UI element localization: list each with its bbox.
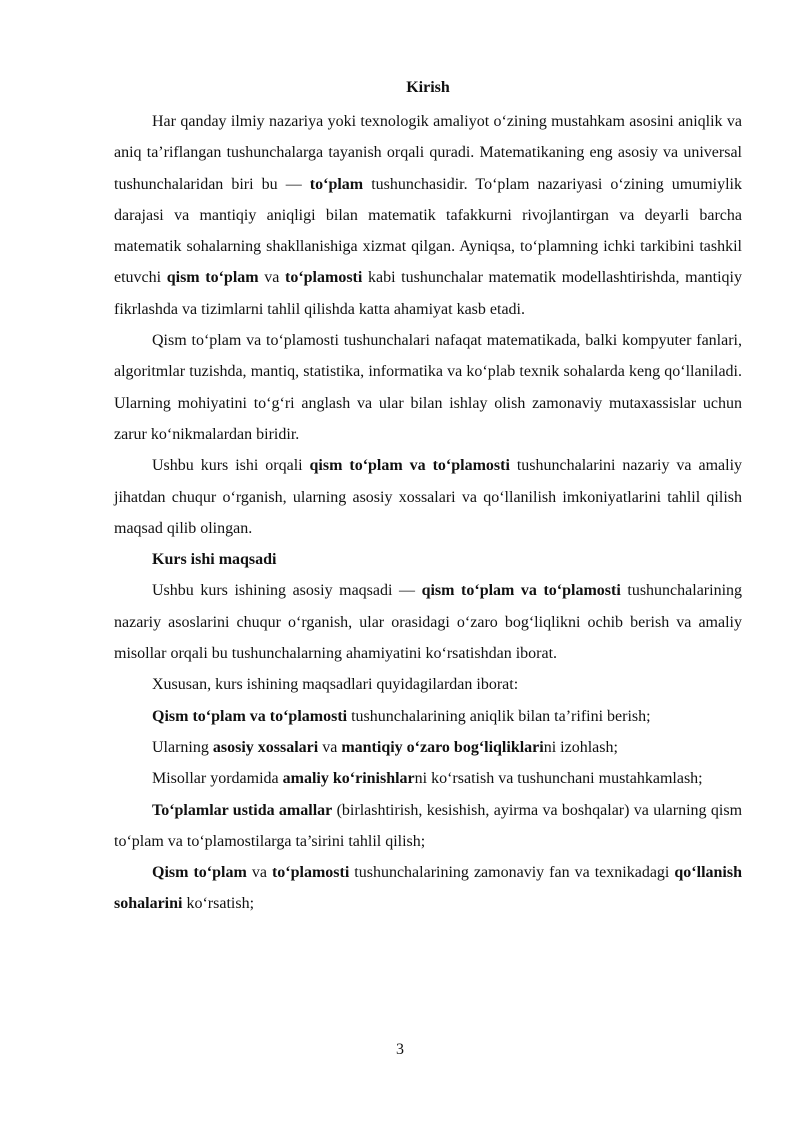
paragraph [114,857,742,920]
text-run: Misollar yordamida [152,770,283,788]
text-run: va [258,269,285,287]
bold-term: To‘plamlar ustida amallar [152,801,333,819]
bold-term: mantiqiy o‘zaro bog‘liqliklari [341,738,544,756]
bold-term: Qism to‘plam va to‘plamosti [152,707,348,725]
document-page [114,74,742,920]
bold-term: qism to‘plam [166,269,259,287]
page-number: 3 [396,1041,404,1058]
text-run: tushunchalarining aniqlik bilan ta’rifini berish; [347,707,651,725]
bold-term: qism to‘plam va to‘plamosti [309,457,510,475]
document-title: Kirish [406,79,450,96]
bold-term: to‘plamosti [285,269,363,287]
text-run: (birlashtirish, kesishish, ayirma va boshqalar) va ularning qism to‘plam va to‘plamostilarga ta’sirini tahlil qilish; [114,801,743,850]
bold-term: qo‘llanish sohalarini [114,864,742,913]
paragraph [114,701,742,732]
paragraph [114,575,742,669]
paragraph [114,325,742,450]
text-run: Xususan, kurs ishining maqsadlari quyidagilardan iborat: [152,676,519,694]
bold-term: asosiy xossalari [212,738,319,756]
text-run: ni ko‘rsatish va tushunchani mustahkamlash; [414,770,703,788]
text-run: tushunchalarining zamonaviy fan va texnikadagi [349,864,675,882]
text-run: kabi tushunchalar matematik modellashtirishda, mantiqiy fikrlashda va tizimlarni tahlil qilishda katta ahamiyat kasb etadi. [114,269,742,318]
document-body [114,106,742,920]
paragraph [114,450,742,544]
bold-term: qism to‘plam va to‘plamosti [421,582,621,600]
bold-term: to‘plamosti [271,864,350,882]
paragraph [114,106,742,325]
text-run: va [246,864,272,882]
text-run: Ularning [152,738,213,756]
paragraph [114,669,742,700]
bold-term: Qism to‘plam [152,864,247,882]
text-run: Ushbu kurs ishi orqali [152,457,310,475]
text-run: Har qanday ilmiy nazariya yoki texnologik amaliyot o‘zining mustahkam asosini aniqlik va aniq ta’riflangan tushunchalarga tayanish orqali quradi. Matematikaning eng asosiy va universal tushunchalaridan biri bu — [114,113,742,193]
paragraph [114,763,742,794]
text-run: Kurs ishi maqsadi [152,551,277,569]
text-run: va [318,738,342,756]
text-run: tushunchalarini nazariy va amaliy jihatdan chuqur o‘rganish, ularning asosiy xossalari va qo‘llanilish imkoniyatlarini tahlil qilish maqsad qilib olingan. [114,457,743,537]
bold-term: amaliy ko‘rinishlar [282,770,415,788]
bold-term: to‘plam [309,175,364,193]
text-run: tushunchasidir. To‘plam nazariyasi o‘zining umumiylik darajasi va mantiqiy aniqligi bilan matematik tafakkurni rivojlantirgan va deyarli barcha matematik sohalarning shakllanishiga xizmat qilgan. Ayniqsa, to‘plamning ichki tarkibini tashkil etuvchi [114,175,742,287]
text-run: tushunchalarining nazariy asoslarini chuqur o‘rganish, ular orasidagi o‘zaro bog‘liqlikni ochib berish va amaliy misollar orqali bu tushunchalarning ahamiyatini ko‘rsatishdan iborat. [114,582,743,663]
text-run: ko‘rsatish; [182,895,255,913]
section-heading [114,544,742,575]
paragraph [114,732,742,763]
text-run: ni izohlash; [543,738,618,756]
text-run: Qism to‘plam va to‘plamosti tushunchalari nafaqat matematikada, balki kompyuter fanlari, algoritmlar tuzishda, mantiq, statistika, informatika va ko‘plab texnik sohalarda keng qo‘llaniladi. Ularning mohiyatini to‘g‘ri anglash va ular bilan ishlay olish zamonaviy mutaxassislar uchun zarur ko‘nikmalardan biridir. [114,332,742,443]
text-run: Ushbu kurs ishining asosiy maqsadi — [152,582,422,600]
paragraph [114,795,742,858]
